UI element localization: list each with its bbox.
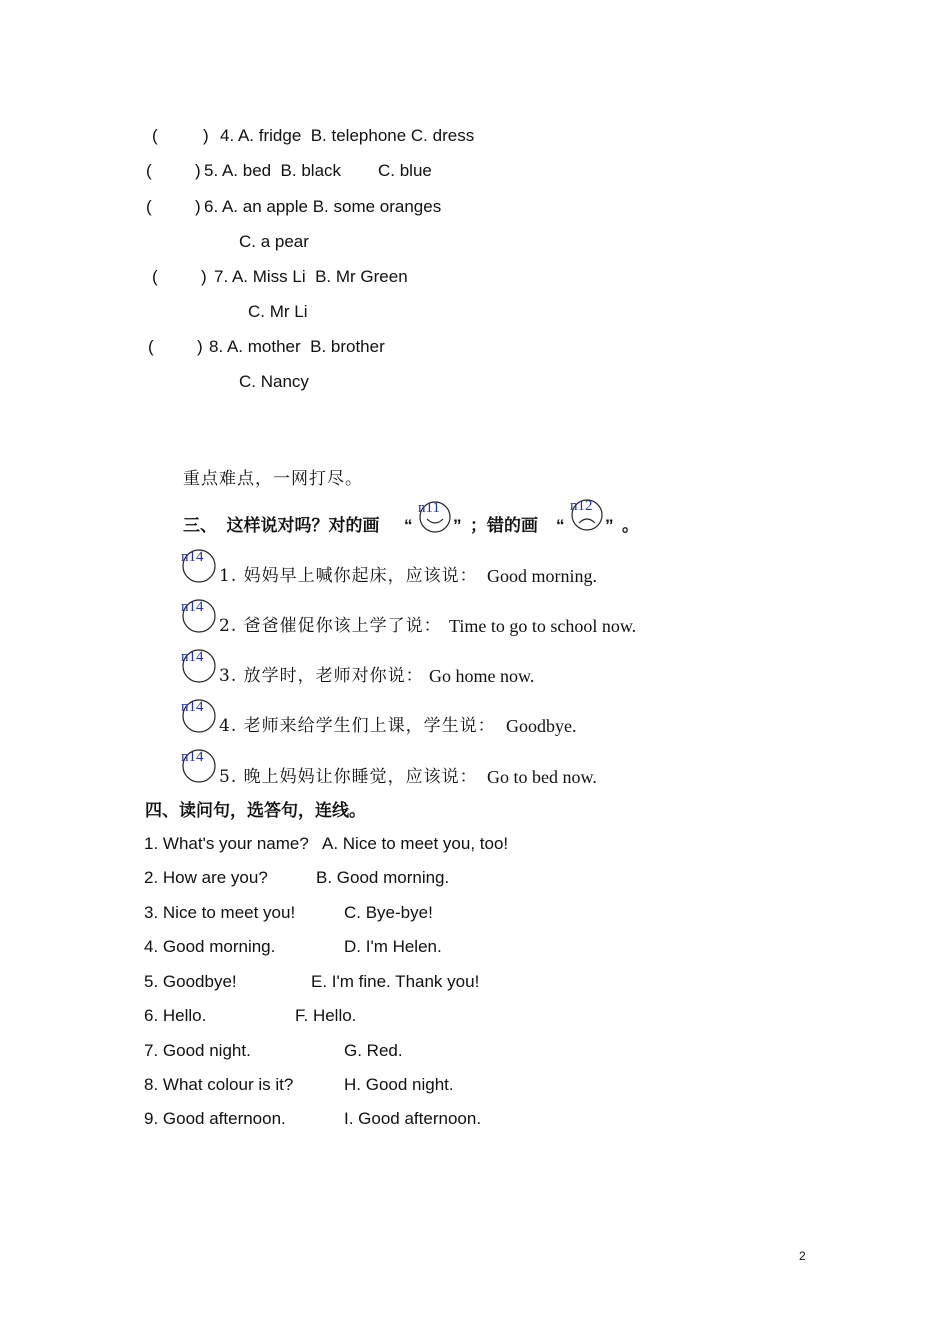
answer-g[interactable]: G. Red.	[344, 1041, 403, 1060]
page-number: 2	[799, 1249, 806, 1263]
q4-paren-open: (	[152, 126, 158, 145]
answer-c[interactable]: C. Bye-bye!	[344, 903, 433, 922]
answer-face-icon[interactable]	[181, 747, 219, 783]
statement-2-en: Time to go to school now.	[449, 616, 637, 636]
answer-i[interactable]: I. Good afternoon.	[344, 1109, 482, 1128]
sad-face-label: n12	[570, 498, 593, 514]
answer-face-icon[interactable]	[181, 547, 219, 583]
answer-a[interactable]: A. Nice to meet you, too!	[322, 834, 509, 853]
q6-paren-open: (	[146, 197, 152, 216]
svg-text:n14: n14	[181, 599, 204, 615]
happy-face-icon	[416, 498, 454, 534]
q4-text: 4. A. fridge B. telephone C. dress	[220, 126, 475, 145]
question-4[interactable]: 4. Good morning.	[144, 937, 276, 956]
section3-quote-close-2: ”	[605, 516, 614, 535]
question-3[interactable]: 3. Nice to meet you!	[144, 903, 296, 922]
q5-text: 5. A. bed B. black	[204, 161, 342, 180]
q7-text: 7. A. Miss Li B. Mr Green	[214, 267, 408, 286]
q6-option-c: C. a pear	[239, 232, 309, 251]
section3-quote-open-1: “	[404, 516, 413, 535]
happy-face-label: n11	[418, 500, 440, 516]
section3-prefix: 三、 这样说对吗？对的画	[183, 516, 380, 535]
q7-option-c: C. Mr Li	[248, 302, 308, 321]
q5-option-c: C. blue	[378, 161, 432, 180]
svg-text:n14: n14	[181, 699, 204, 715]
answer-f[interactable]: F. Hello.	[295, 1006, 357, 1025]
q8-text: 8. A. mother B. brother	[209, 337, 385, 356]
q8-paren-open: (	[148, 337, 154, 356]
statement-4-cn: 4. 老师来给学生们上课，学生说：	[219, 716, 496, 736]
statement-3-en: Go home now.	[429, 666, 535, 686]
q8-option-c: C. Nancy	[239, 372, 309, 391]
question-1[interactable]: 1. What's your name?	[144, 834, 309, 853]
question-5[interactable]: 5. Goodbye!	[144, 972, 237, 991]
section3-end: 。	[622, 516, 639, 535]
svg-text:n14: n14	[181, 549, 204, 565]
svg-text:n14: n14	[181, 749, 204, 765]
question-9[interactable]: 9. Good afternoon.	[144, 1109, 286, 1128]
q4-paren-close: )	[203, 126, 209, 145]
statement-5-cn: 5. 晚上妈妈让你睡觉，应该说：	[219, 767, 478, 787]
section4-heading: 四、读问句，选答句，连线。	[145, 801, 366, 820]
statement-5-en: Go to bed now.	[487, 767, 597, 787]
q7-paren-close: )	[201, 267, 207, 286]
answer-d[interactable]: D. I'm Helen.	[344, 937, 442, 956]
answer-h[interactable]: H. Good night.	[344, 1075, 454, 1094]
section3-quote-open-2: “	[556, 516, 565, 535]
answer-face-icon[interactable]	[181, 697, 219, 733]
q6-paren-close: )	[195, 197, 201, 216]
question-7[interactable]: 7. Good night.	[144, 1041, 251, 1060]
q8-paren-close: )	[197, 337, 203, 356]
section3-quote-close-1: ”	[453, 516, 462, 535]
statement-1-en: Good morning.	[487, 566, 597, 586]
answer-face-icon[interactable]	[181, 647, 219, 683]
section3-middle: ；错的画	[470, 516, 538, 535]
answer-e[interactable]: E. I'm fine. Thank you!	[311, 972, 480, 991]
answer-b[interactable]: B. Good morning.	[316, 868, 450, 887]
statement-2-cn: 2. 爸爸催促你该上学了说：	[219, 616, 442, 636]
svg-text:n14: n14	[181, 649, 204, 665]
q5-paren-open: (	[146, 161, 152, 180]
q6-text: 6. A. an apple B. some oranges	[204, 197, 442, 216]
statement-3-cn: 3. 放学时，老师对你说：	[219, 666, 424, 686]
q5-paren-close: )	[195, 161, 201, 180]
statement-4-en: Goodbye.	[506, 716, 577, 736]
answer-face-icon[interactable]	[181, 597, 219, 633]
question-6[interactable]: 6. Hello.	[144, 1006, 207, 1025]
question-2[interactable]: 2. How are you?	[144, 868, 268, 887]
sad-face-icon	[568, 496, 606, 532]
statement-1-cn: 1. 妈妈早上喊你起床，应该说：	[219, 566, 478, 586]
question-8[interactable]: 8. What colour is it?	[144, 1075, 294, 1094]
slogan: 重点难点，一网打尽。	[183, 469, 363, 489]
q7-paren-open: (	[152, 267, 158, 286]
